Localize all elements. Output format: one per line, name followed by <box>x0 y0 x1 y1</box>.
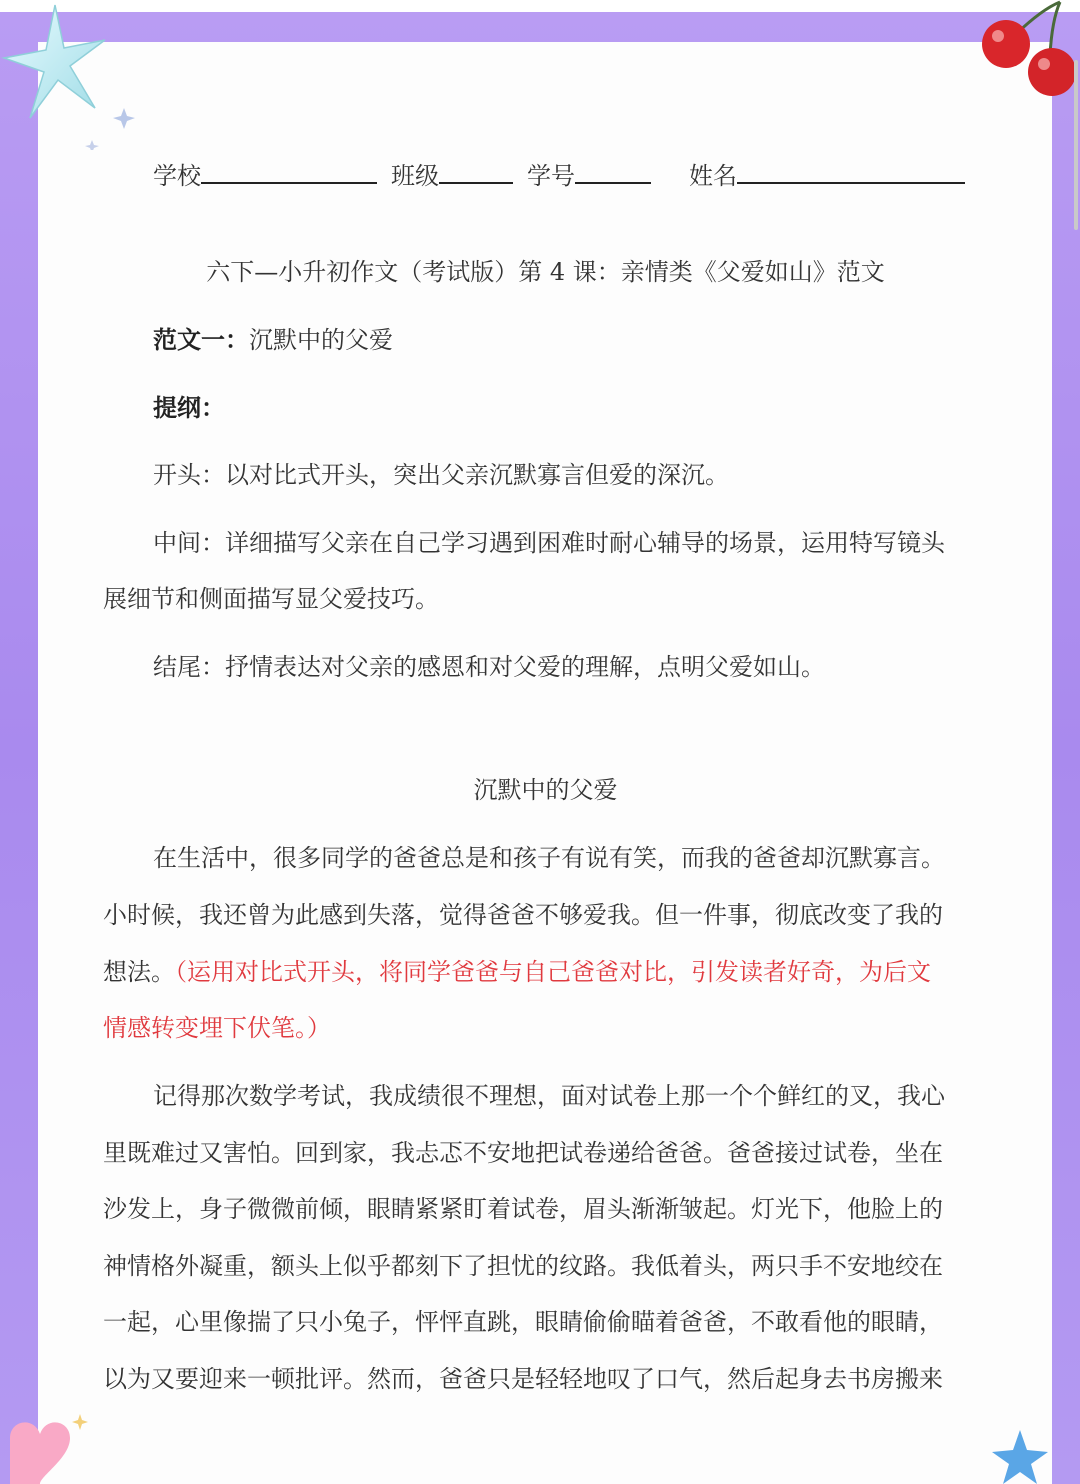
paragraph1-line3: 想法。（运用对比式开头，将同学爸爸与自己爸爸对比，引发读者好奇，为后文 <box>103 958 931 986</box>
blue-star-icon <box>990 1428 1050 1484</box>
heart-icon <box>0 1410 100 1484</box>
outline-middle-line1: 中间：详细描写父亲在自己学习遇到困难时耐心辅导的场景，运用特写镜头 <box>153 529 945 557</box>
essay-title: 沉默中的父爱 <box>473 776 618 804</box>
star-icon <box>0 0 140 150</box>
paragraph2-line4: 神情格外凝重，额头上似乎都刻下了担忧的纹路。我低着头，两只手不安地绞在 <box>103 1252 943 1280</box>
paragraph2-line1: 记得那次数学考试，我成绩很不理想，面对试卷上那一个个鲜红的叉，我心 <box>153 1082 945 1110</box>
class-field[interactable]: 班级 <box>391 156 513 191</box>
annotation-line2: 情感转变埋下伏笔。） <box>103 1014 331 1042</box>
paragraph2-line3: 沙发上，身子微微前倾，眼睛紧紧盯着试卷，眉头渐渐皱起。灯光下，他脸上的 <box>103 1195 943 1223</box>
outline-heading: 提纲： <box>153 393 225 422</box>
annotation-text: （运用对比式开头，将同学爸爸与自己爸爸对比，引发读者好奇，为后文 <box>175 958 931 986</box>
document-title: 六下—小升初作文（考试版）第 4 课：亲情类《父爱如山》范文 <box>206 258 885 286</box>
paragraph1-line2: 小时候，我还曾为此感到失落，觉得爸爸不够爱我。但一件事，彻底改变了我的 <box>103 901 943 929</box>
paragraph2-line5: 一起，心里像揣了只小兔子，怦怦直跳，眼睛偷偷瞄着爸爸，不敢看他的眼睛， <box>103 1308 943 1336</box>
outline-opening: 开头：以对比式开头，突出父亲沉默寡言但爱的深沉。 <box>153 461 729 489</box>
student-id-field[interactable]: 学号 <box>527 156 651 191</box>
paragraph2-line6: 以为又要迎来一顿批评。然而，爸爸只是轻轻地叹了口气，然后起身去书房搬来 <box>103 1365 943 1393</box>
paragraph2-line2: 里既难过又害怕。回到家，我忐忑不安地把试卷递给爸爸。爸爸接过试卷，坐在 <box>103 1139 943 1167</box>
outline-ending: 结尾：抒情表达对父亲的感恩和对父爱的理解，点明父爱如山。 <box>153 653 825 681</box>
outline-middle-line2: 展细节和侧面描写显父爱技巧。 <box>103 585 439 613</box>
paragraph1-line1: 在生活中，很多同学的爸爸总是和孩子有说有笑，而我的爸爸却沉默寡言。 <box>153 844 945 872</box>
sample-heading: 范文一：沉默中的父爱 <box>153 325 393 354</box>
header-fields <box>153 156 965 191</box>
cherry-icon <box>970 0 1080 110</box>
name-field[interactable]: 姓名 <box>689 156 965 191</box>
school-field[interactable]: 学校 <box>153 156 377 191</box>
scrollbar[interactable] <box>1074 60 1078 230</box>
